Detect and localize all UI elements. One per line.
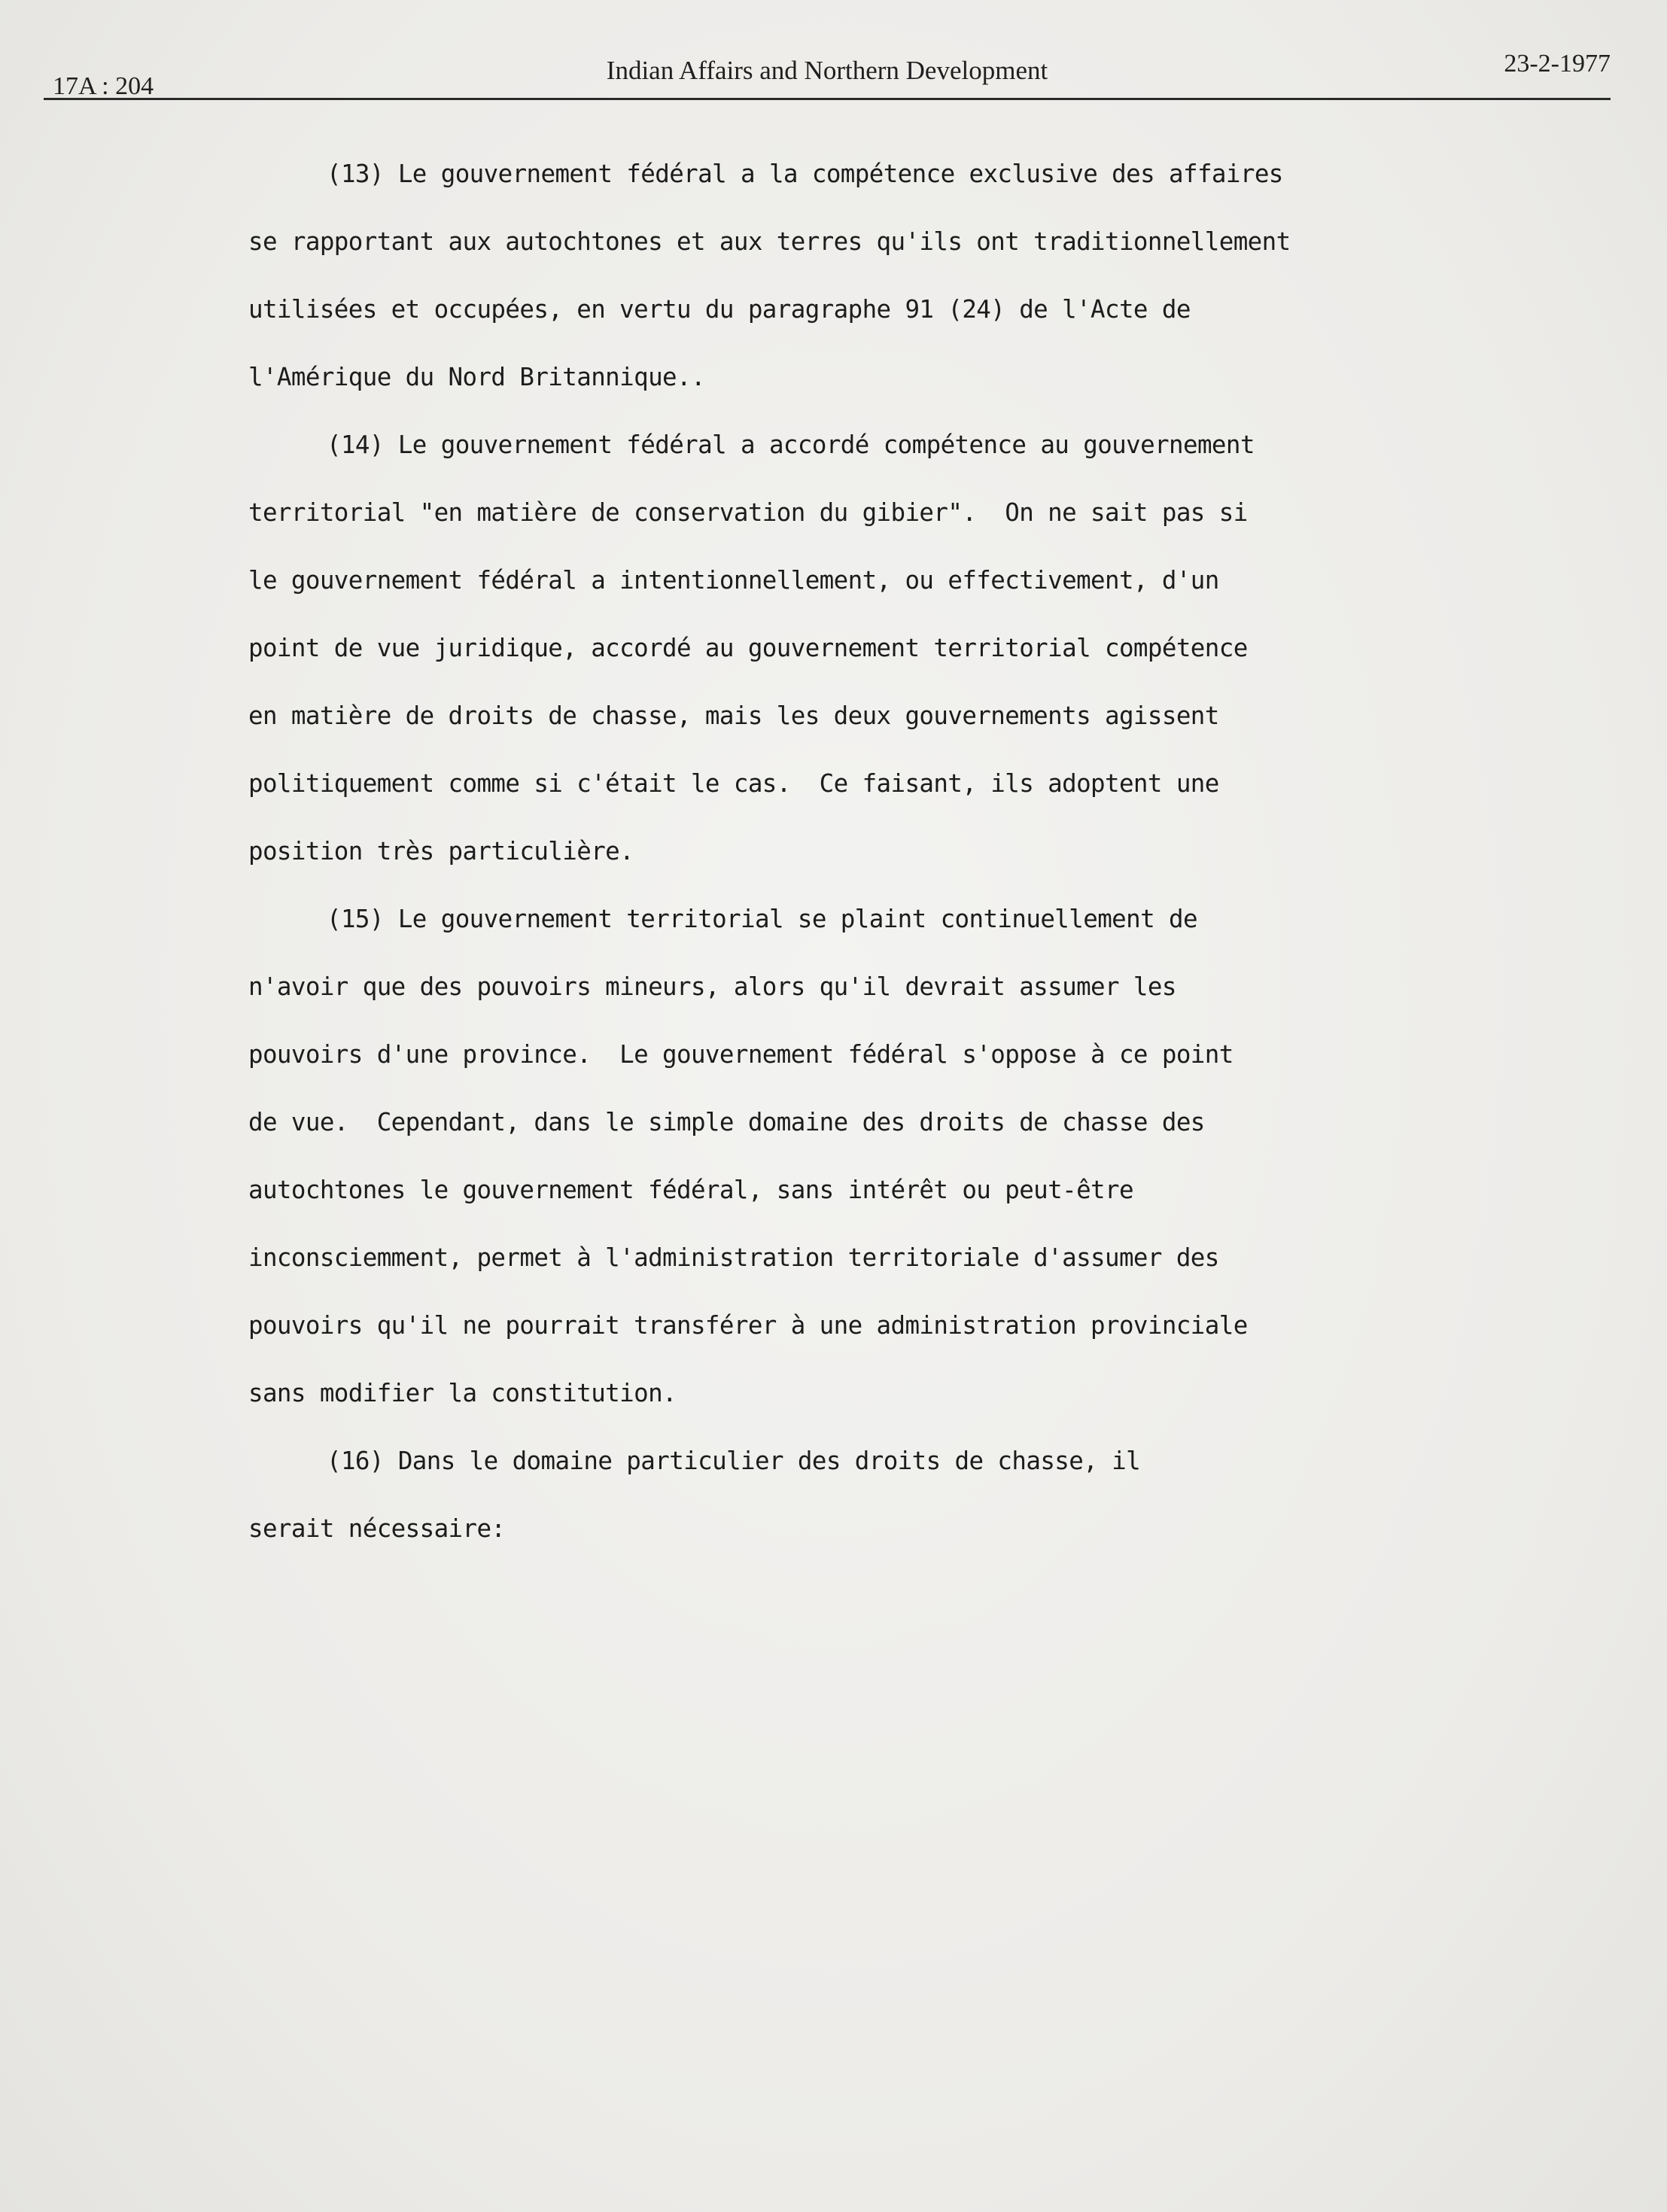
text-line: (15) Le gouvernement territorial se plaint continuellement de <box>327 905 1197 933</box>
text-line: politiquement comme si c'était le cas. Ce faisant, ils adoptent une <box>248 769 1219 798</box>
text-line: inconsciemment, permet à l'administration territoriale d'assumer des <box>248 1243 1219 1272</box>
page-number: 17A : 204 <box>53 72 154 100</box>
text-line: territorial "en matière de conservation du gibier". On ne sait pas si <box>248 498 1248 527</box>
text-line: de vue. Cependant, dans le simple domaine des droits de chasse des <box>248 1108 1205 1136</box>
text-line: position très particulière. <box>248 837 634 866</box>
body-text <box>248 140 1437 1562</box>
text-line: le gouvernement fédéral a intentionnellement, ou effectivement, d'un <box>248 566 1219 595</box>
header-title: Indian Affairs and Northern Development <box>606 56 1048 85</box>
text-line: se rapportant aux autochtones et aux terres qu'ils ont traditionnellement <box>248 227 1291 256</box>
text-line: utilisées et occupées, en vertu du paragraphe 91 (24) de l'Acte de <box>248 295 1191 324</box>
header-date: 23-2-1977 <box>1504 50 1611 78</box>
text-line: pouvoirs qu'il ne pourrait transférer à une administration provinciale <box>248 1311 1248 1340</box>
text-line: (16) Dans le domaine particulier des droits de chasse, il <box>327 1447 1141 1475</box>
text-line: serait nécessaire: <box>248 1514 506 1543</box>
text-line: n'avoir que des pouvoirs mineurs, alors qu'il devrait assumer les <box>248 972 1176 1001</box>
text-line: point de vue juridique, accordé au gouvernement territorial compétence <box>248 634 1248 662</box>
text-line: en matière de droits de chasse, mais les deux gouvernements agissent <box>248 701 1219 730</box>
text-line: (14) Le gouvernement fédéral a accordé compétence au gouvernement <box>327 431 1255 459</box>
text-line: l'Amérique du Nord Britannique.. <box>248 363 705 391</box>
page-header <box>44 48 1611 100</box>
text-line: pouvoirs d'une province. Le gouvernement fédéral s'oppose à ce point <box>248 1040 1234 1069</box>
text-line: sans modifier la constitution. <box>248 1379 677 1407</box>
text-line: (13) Le gouvernement fédéral a la compétence exclusive des affaires <box>327 160 1283 188</box>
text-line: autochtones le gouvernement fédéral, sans intérêt ou peut-être <box>248 1176 1133 1204</box>
